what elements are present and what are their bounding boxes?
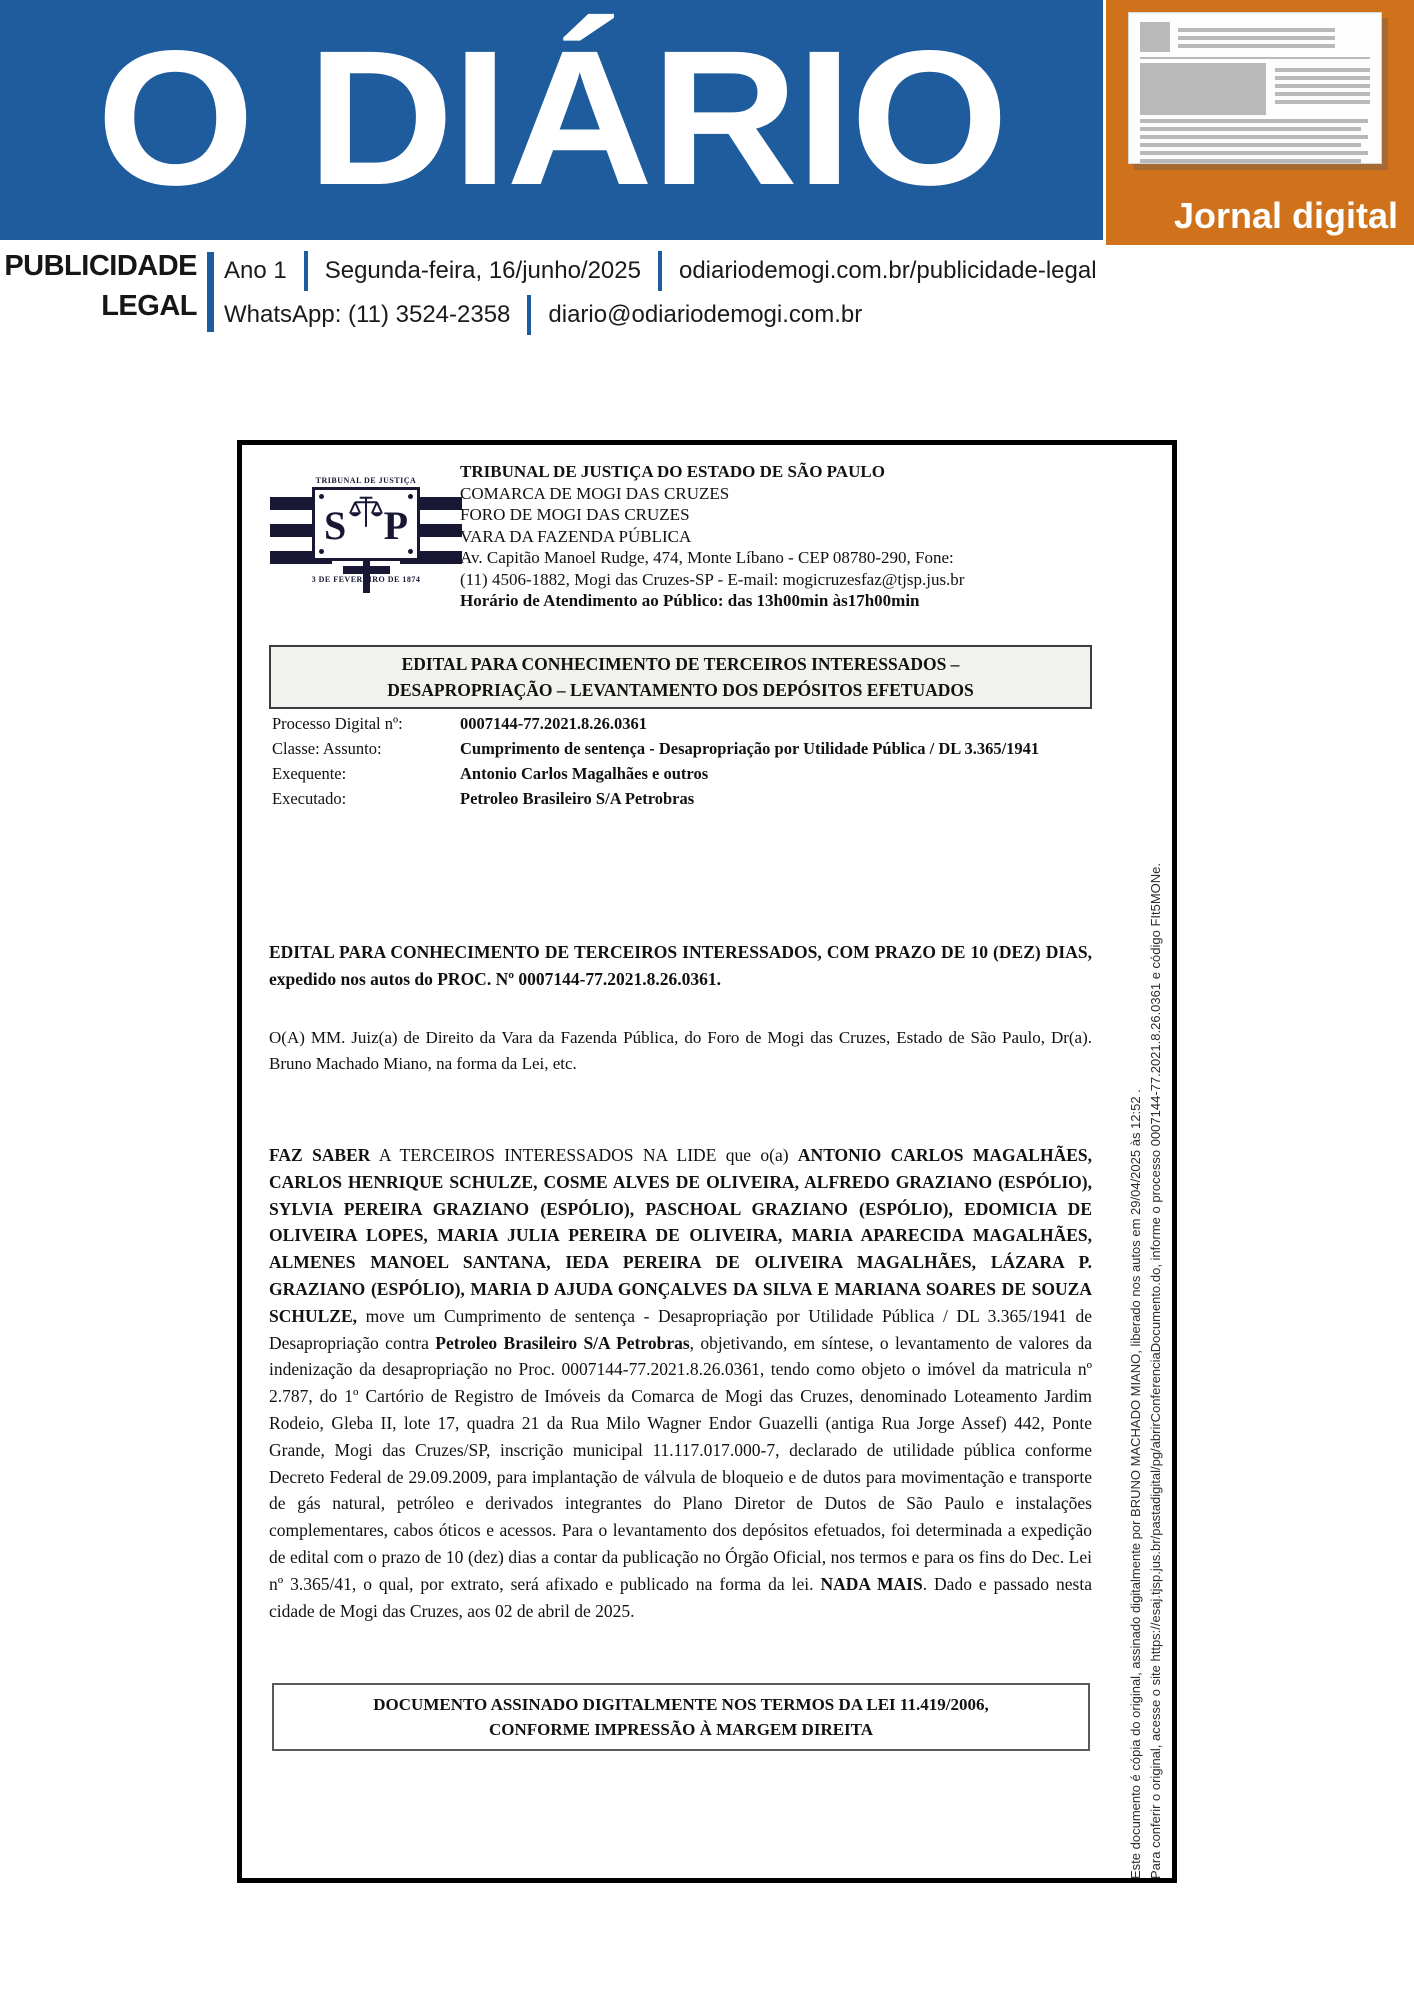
whatsapp-number: WhatsApp: (11) 3524-2358 — [224, 301, 511, 328]
field-value: Petroleo Brasileiro S/A Petrobras — [460, 789, 695, 808]
seal-bottom-text: 3 DE FEVEREIRO DE 1874 — [311, 575, 421, 584]
field-row — [272, 736, 1094, 761]
masthead-row-2 — [224, 294, 862, 336]
jornal-digital-box — [1106, 0, 1414, 245]
court-line: FORO DE MOGI DAS CRUZES — [460, 505, 690, 524]
edital-banner-line1: EDITAL PARA CONHECIMENTO DE TERCEIROS INTERESSADOS – — [401, 654, 960, 674]
court-hours: Horário de Atendimento ao Público: das 13h00min às17h00min — [460, 591, 920, 610]
signature-box-line2: CONFORME IMPRESSÃO À MARGEM DIREITA — [488, 1720, 874, 1739]
field-row — [272, 761, 1094, 786]
seal-center-box — [312, 487, 420, 561]
field-row — [272, 711, 1094, 736]
edital-body: FAZ SABER A TERCEIROS INTERESSADOS NA LIDE que o(a) ANTONIO CARLOS MAGALHÃES, CARLOS HENRIQUE SCHULZE, COSME ALVES DE OLIVEIRA, ALFREDO GRAZIANO (ESPÓLIO), SYLVIA PEREIRA GRAZIANO (ESPÓLIO), PASCHOAL GRAZIANO (ESPÓLIO), EDOMICIA DE OLIVEIRA LOPES, MARIA JULIA PEREIRA DE OLIVEIRA, MARIA APARECIDA MAGALHÃES, ALMENES MANOEL SANTANA, IEDA PEREIRA DE OLIVEIRA MAGALHÃES, LÁZARA P. GRAZIANO (ESPÓLIO), MARIA D AJUDA GONÇALVES DA SILVA E MARIANA SOARES DE SOUZA SCHULZE, move um Cumprimento de sentença - Desapropriação por Utilidade Pública / DL 3.365/1941 de Desapropriação contra Petroleo Brasileiro S/A Petrobras, objetivando, em síntese, o levantamento de valores da indenização da desapropriação no Proc. 0007144-77.2021.8.26.0361, tendo como objeto o imóvel da matricula nº 2.787, do 1º Cartório de Registro de Imóveis da Comarca de Mogi das Cruzes, denominado Loteamento Jardim Rodeio, Gleba II, lote 17, quadra 21 da Rua Milo Wagner Endor Guazelli (antiga Rua Jorge Assef) 442, Ponte Grande, Mogi das Cruzes/SP, inscrição municipal 11.117.017.000-7, declarado de utilidade pública conforme Decreto Federal de 29.09.2009, para implantação de válvula de bloqueio e de dutos para movimentação e transporte de gás natural, petróleo e derivados integrantes do Plano Diretor de Dutos de São Paulo e instalações complementares, cabos óticos e acessos. Para o levantamento dos depósitos efetuados, foi determinada a expedição de edital com o prazo de 10 (dez) dias a contar da publicação no Órgão Oficial, nos termos e para os fins do Dec. Lei nº 3.365/41, o qual, por extrato, será afixado e publicado na forma da lei. NADA MAIS. Dado e passado nesta cidade de Mogi das Cruzes, aos 02 de abril de 2025. — [269, 1145, 1093, 1621]
signature-box — [272, 1683, 1090, 1751]
site-url: odiariodemogi.com.br/publicidade-legal — [678, 257, 1097, 284]
divider — [207, 252, 214, 332]
email-address: diario@odiariodemogi.com.br — [548, 301, 863, 328]
seal-letter-p: P — [383, 503, 408, 548]
field-label: Executado: — [272, 789, 347, 808]
court-name: TRIBUNAL DE JUSTIÇA DO ESTADO DE SÃO PAULO — [460, 462, 885, 481]
newspaper-title: O DIÁRIO — [96, 10, 1007, 225]
court-line: Av. Capitão Manoel Rudge, 474, Monte Líbano - CEP 08780-290, Fone: — [460, 548, 954, 567]
field-row — [272, 786, 1094, 811]
newspaper-masthead — [0, 0, 1103, 240]
court-line: (11) 4506-1882, Mogi das Cruzes-SP - E-mail: mogicruzesfaz@tjsp.jus.br — [460, 569, 965, 589]
judge-paragraph: O(A) MM. Juiz(a) de Direito da Vara da Fazenda Pública, do Foro de Mogi das Cruzes, Estado de São Paulo, Dr(a). Bruno Machado Miano, na forma da Lei, etc. — [269, 1028, 1092, 1073]
seal-sword-guard — [343, 566, 390, 574]
publication-date: Segunda-feira, 16/junho/2025 — [324, 257, 641, 284]
jornal-digital-badge: Jornal digital — [1173, 195, 1398, 236]
newspaper-icon — [1128, 12, 1382, 164]
margin-note-line2: Para conferir o original, acesse o site https://esaj.tjsp.jus.br/pastadigital/pg/abrirConferenciaDocumento.do, informe o processo 0007144-77.2021.8.26.0361 e código FIt5MONe. — [1148, 862, 1163, 1879]
edition-label: Ano 1 — [224, 257, 287, 284]
tjsp-seal — [270, 467, 462, 597]
field-value: 0007144-77.2021.8.26.0361 — [460, 714, 647, 733]
seal-letter-s: S — [324, 503, 347, 548]
margin-note-line1: Este documento é cópia do original, assinado digitalmente por BRUNO MACHADO MIANO, liberado nos autos em 29/04/2025 às 12:52 . — [1128, 1089, 1143, 1879]
seal-top-text: TRIBUNAL DE JUSTIÇA — [315, 476, 417, 485]
margin-signature-note — [1126, 483, 1170, 1879]
divider — [304, 251, 308, 291]
section-title-legal: LEGAL — [101, 290, 197, 322]
edital-banner-line2: DESAPROPRIAÇÃO – LEVANTAMENTO DOS DEPÓSITOS EFETUADOS — [387, 680, 974, 700]
scales-of-justice-icon — [346, 492, 386, 538]
court-line: VARA DA FAZENDA PÚBLICA — [460, 526, 692, 546]
field-value: Antonio Carlos Magalhães e outros — [460, 764, 709, 783]
court-line: COMARCA DE MOGI DAS CRUZES — [460, 483, 730, 503]
court-header — [460, 461, 1164, 612]
masthead-row-1 — [224, 250, 1097, 292]
field-label: Exequente: — [272, 764, 347, 783]
divider — [658, 251, 662, 291]
process-fields — [272, 711, 1094, 811]
section-title-publicidade: PUBLICIDADE — [4, 250, 197, 282]
field-label: Classe: Assunto: — [272, 739, 382, 758]
edital-banner — [269, 645, 1092, 709]
field-label: Processo Digital nº: — [272, 714, 403, 733]
field-value: Cumprimento de sentença - Desapropriação por Utilidade Pública / DL 3.365/1941 — [460, 739, 1040, 758]
signature-box-line1: DOCUMENTO ASSINADO DIGITALMENTE NOS TERMOS DA LEI 11.419/2006, — [373, 1695, 989, 1714]
legal-document — [237, 440, 1177, 1883]
divider — [527, 295, 531, 335]
edital-heading: EDITAL PARA CONHECIMENTO DE TERCEIROS INTERESSADOS, COM PRAZO DE 10 (DEZ) DIAS, expedido nos autos do PROC. Nº 0007144-77.2021.8.26.0361. — [269, 942, 1092, 989]
